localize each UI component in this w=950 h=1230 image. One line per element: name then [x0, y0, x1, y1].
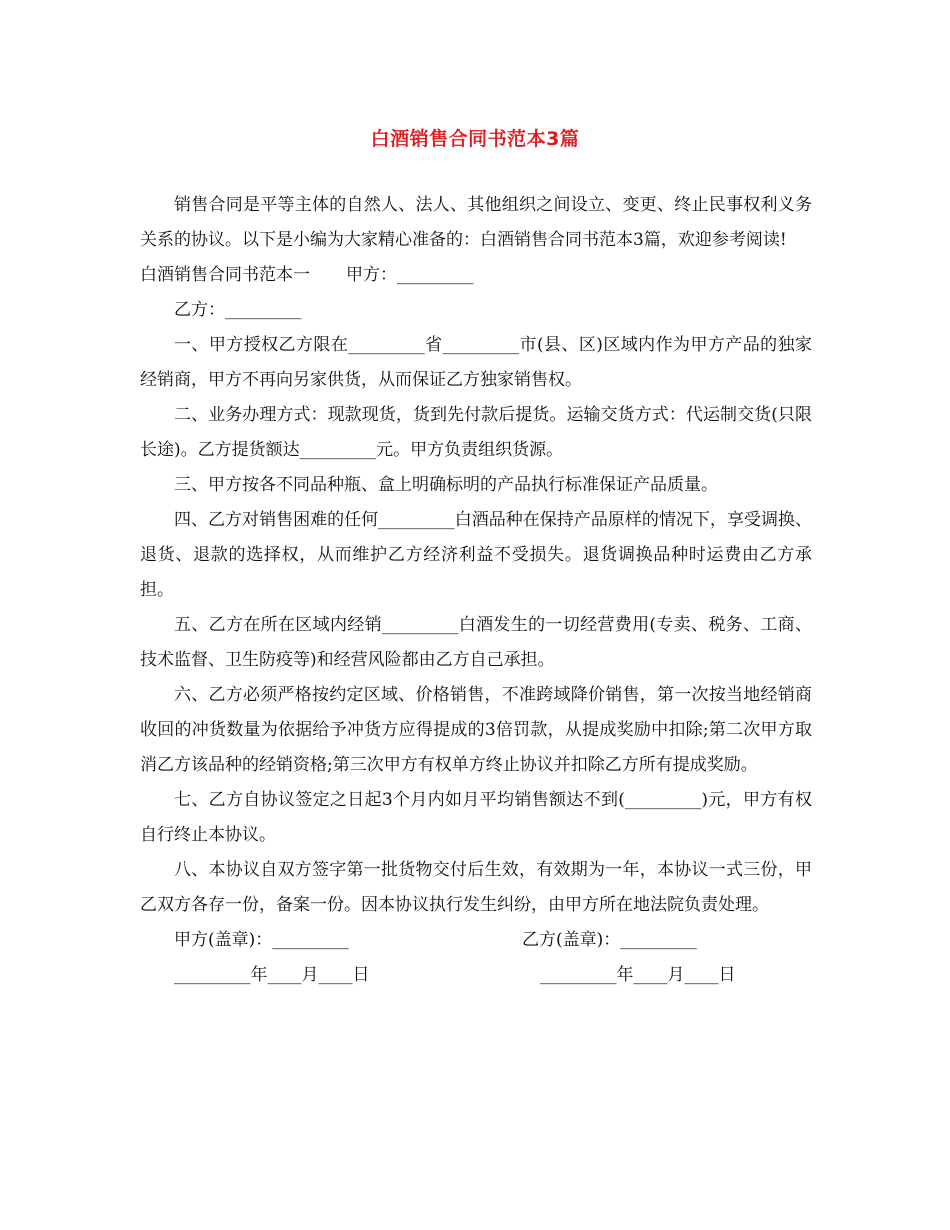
signature-date-row — [140, 958, 812, 993]
clause-4: 四、乙方对销售困难的任何_________白酒品种在保持产品原样的情况下，享受调换、退货、退款的选择权，从而维护乙方经济利益不受损失。退货调换品种时运费由乙方承担。 — [140, 510, 812, 600]
clause-5: 五、乙方在所在区域内经销_________白酒发生的一切经营费用(专卖、税务、工商、技术监督、卫生防疫等)和经营风险都由乙方自己承担。 — [140, 615, 812, 670]
clause-8: 八、本协议自双方签字第一批货物交付后生效，有效期为一年，本协议一式三份，甲乙双方各存一份，备案一份。因本协议执行发生纠纷，由甲方所在地法院负责处理。 — [140, 860, 812, 915]
document-body — [140, 188, 812, 993]
party-a-seal: 甲方(盖章)：_________ — [174, 930, 349, 950]
clause-6: 六、乙方必须严格按约定区域、价格销售，不准跨域降价销售，第一次按当地经销商收回的冲货数量为依据给予冲货方应得提成的3倍罚款，从提成奖励中扣除;第二次甲方取消乙方该品种的经销资格;第三次甲方有权单方终止协议并扣除乙方所有提成奖励。 — [140, 685, 812, 775]
party-a-date: _________年____月____日 — [174, 965, 370, 985]
intro-paragraph: 销售合同是平等主体的自然人、法人、其他组织之间设立、变更、终止民事权利义务关系的协议。以下是小编为大家精心准备的：白酒销售合同书范本3篇，欢迎参考阅读! — [140, 195, 812, 250]
party-a-line: 甲方：_________ — [346, 265, 474, 285]
clause-3: 三、甲方按各不同品种瓶、盒上明确标明的产品执行标准保证产品质量。 — [174, 475, 718, 495]
party-b-line: 乙方：_________ — [174, 300, 302, 320]
party-b-seal: 乙方(盖章)：_________ — [522, 930, 697, 950]
section-heading: 白酒销售合同书范本一 — [140, 265, 310, 285]
clause-7: 七、乙方自协议签定之日起3个月内如月平均销售额达不到(_________)元，甲方有权自行终止本协议。 — [140, 790, 812, 845]
signature-seal-row — [140, 923, 812, 958]
section-heading-line — [140, 258, 812, 293]
clause-2: 二、业务办理方式：现款现货，货到先付款后提货。运输交货方式：代运制交货(只限长途)。乙方提货额达_________元。甲方负责组织货源。 — [140, 405, 812, 460]
party-b-date: _________年____月____日 — [540, 965, 736, 985]
clause-1: 一、甲方授权乙方限在_________省_________市(县、区)区域内作为甲方产品的独家经销商，甲方不再向另家供货，从而保证乙方独家销售权。 — [140, 335, 812, 390]
document-title: 白酒销售合同书范本3篇 — [370, 128, 580, 150]
